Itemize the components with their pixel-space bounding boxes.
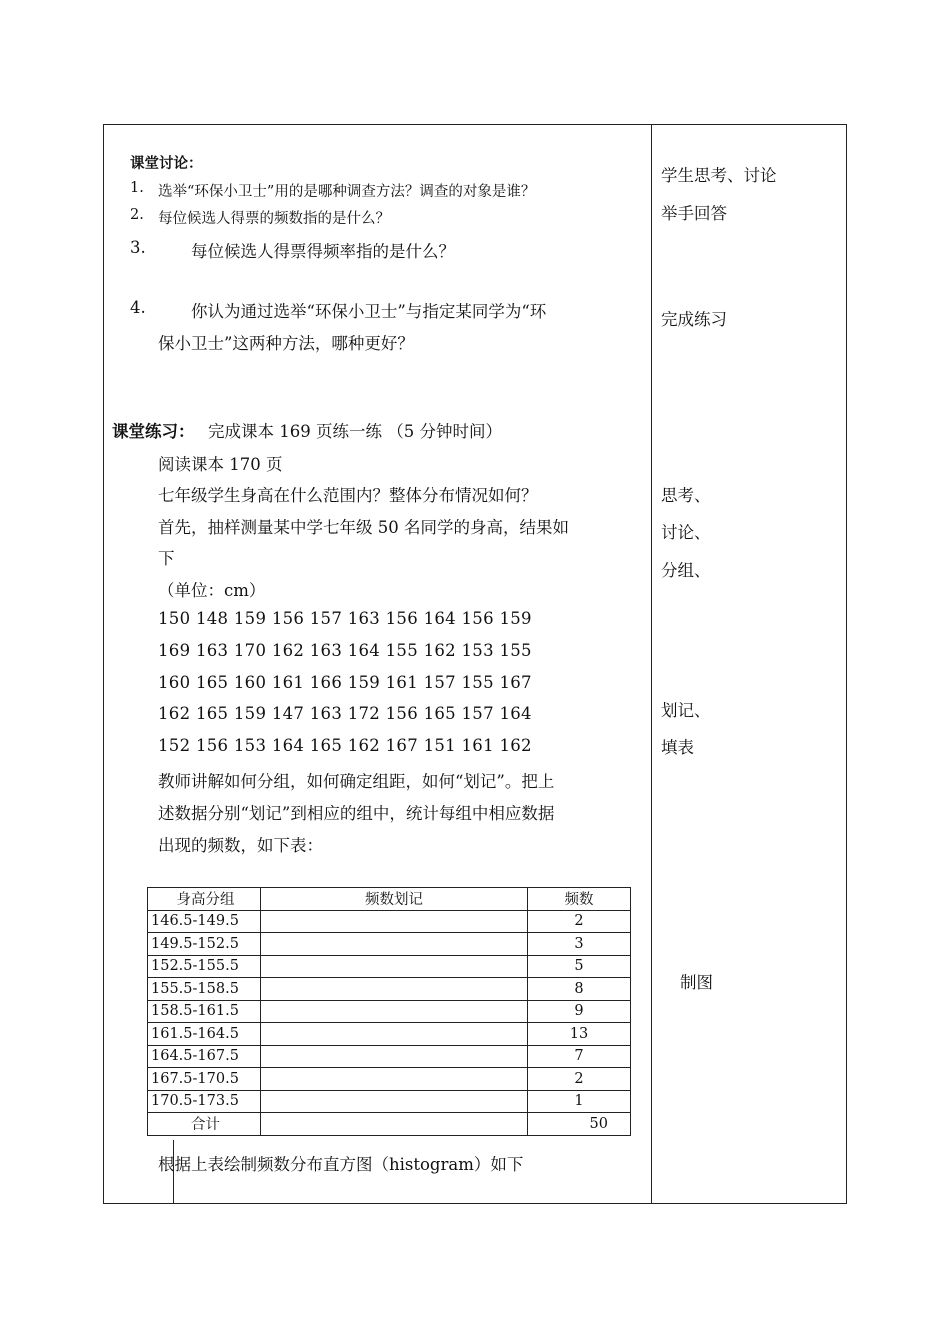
frequency-cell: 3 [528,933,631,956]
frequency-cell: 8 [528,978,631,1001]
group-cell: 167.5-170.5 [148,1068,261,1091]
side-note-9: 制图 [680,973,713,992]
side-note-1: 学生思考、讨论 [661,166,777,185]
group-cell: 152.5-155.5 [148,955,261,978]
group-cell: 170.5-173.5 [148,1090,261,1113]
explain-line-3: 出现的频数，如下表： [158,836,323,855]
read-instruction: 阅读课本 170 页 [158,455,283,474]
table-row [148,1090,631,1113]
tally-cell [261,978,528,1001]
question-1: 选举“环保小卫士”用的是哪种调查方法？调查的对象是谁？ [158,184,536,200]
side-note-5: 讨论、 [661,523,711,542]
discussion-heading: 课堂讨论： [130,155,203,172]
column-divider [651,124,652,1204]
header-frequency: 频数 [528,888,631,911]
side-note-7: 划记、 [661,701,711,720]
intro-line-1: 首先，抽样测量某中学七年级 50 名同学的身高，结果如 [158,518,569,537]
side-note-8: 填表 [661,738,694,757]
table-row [148,1068,631,1091]
table-row [148,910,631,933]
frequency-cell: 1 [528,1090,631,1113]
group-cell: 161.5-164.5 [148,1023,261,1046]
explain-line-1: 教师讲解如何分组，如何确定组距，如何“划记”。把上 [158,772,555,791]
side-note-2: 举手回答 [661,204,727,223]
question-4-line-1: 你认为通过选举“环保小卫士”与指定某同学为“环 [191,302,547,321]
tally-cell [261,1045,528,1068]
frequency-cell: 13 [528,1023,631,1046]
frequency-table [147,887,631,1136]
side-note-6: 分组、 [661,561,711,580]
table-row [148,1023,631,1046]
tally-cell [261,1023,528,1046]
unit-label: （单位：cm） [158,581,266,600]
tally-cell [261,933,528,956]
practice-text: 完成课本 169 页练一练 （5 分钟时间） [208,422,502,441]
group-cell: 164.5-167.5 [148,1045,261,1068]
frequency-cell: 9 [528,1000,631,1023]
data-row-4: 162 165 159 147 163 172 156 165 157 164 [158,704,532,723]
tally-cell [261,910,528,933]
table-row [148,978,631,1001]
histogram-caption: 根据上表绘制频数分布直方图（histogram）如下 [158,1155,524,1174]
side-note-3: 完成练习 [661,310,727,329]
tally-cell [261,1068,528,1091]
header-group: 身高分组 [148,888,261,911]
side-note-4: 思考、 [661,486,711,505]
table-row [148,933,631,956]
group-cell: 149.5-152.5 [148,933,261,956]
question-4-line-2: 保小卫士”这两种方法，哪种更好？ [158,334,414,353]
question-4-number: 4. [130,298,146,317]
tally-cell [261,1113,528,1136]
table-row [148,1000,631,1023]
tally-cell [261,1000,528,1023]
total-label: 合计 [148,1113,261,1136]
frequency-cell: 7 [528,1045,631,1068]
height-question: 七年级学生身高在什么范围内？整体分布情况如何？ [158,486,538,505]
data-row-2: 169 163 170 162 163 164 155 162 153 155 [158,641,532,660]
question-3-number: 3. [130,238,146,257]
data-row-3: 160 165 160 161 166 159 161 157 155 167 [158,673,532,692]
question-2: 每位候选人得票的频数指的是什么？ [158,211,390,227]
group-cell: 158.5-161.5 [148,1000,261,1023]
intro-line-2: 下 [158,549,175,568]
question-1-number: 1. [130,180,144,196]
data-row-1: 150 148 159 156 157 163 156 164 156 159 [158,609,532,628]
header-tally: 频数划记 [261,888,528,911]
group-cell: 155.5-158.5 [148,978,261,1001]
table-total-row [148,1113,631,1136]
frequency-cell: 2 [528,910,631,933]
practice-label: 课堂练习： [112,422,195,441]
table-row [148,1045,631,1068]
tally-cell [261,1090,528,1113]
explain-line-2: 述数据分别“划记”到相应的组中，统计每组中相应数据 [158,804,555,823]
data-row-5: 152 156 153 164 165 162 167 151 161 162 [158,736,532,755]
frequency-cell: 5 [528,955,631,978]
group-cell: 146.5-149.5 [148,910,261,933]
question-3: 每位候选人得票得频率指的是什么？ [191,242,455,261]
frequency-cell: 2 [528,1068,631,1091]
question-2-number: 2. [130,207,144,223]
total-value: 50 [528,1113,631,1136]
table-row [148,955,631,978]
table-header-row [148,888,631,911]
tally-cell [261,955,528,978]
